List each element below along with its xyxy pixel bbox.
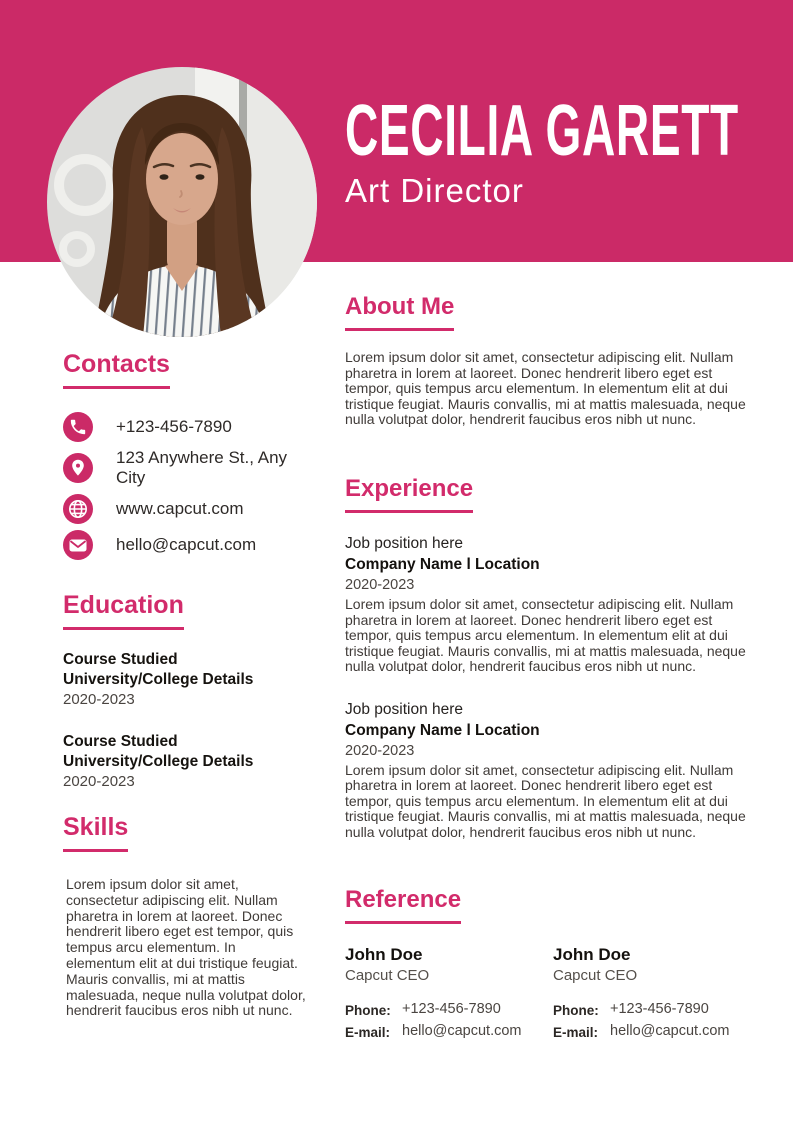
contact-row-address: [63, 448, 323, 488]
reference-section: [345, 886, 775, 1043]
about-section: [345, 293, 757, 428]
reference-heading: Reference: [345, 886, 461, 924]
contact-row-email: [63, 530, 323, 560]
reference-email-row: [345, 1021, 553, 1043]
education-entry: [63, 732, 323, 792]
experience-description: Lorem ipsum dolor sit amet, consectetur adipiscing elit. Nullam pharetra in lorem at laoreet. Donec hendrerit libero eget est tempor, quis tempus arcu elementum. In elementum elit at dui tristique feugiat. Mauris convallis, mi at mattis malesuada, neque nulla volutpat dolor, hendrerit faucibus eros nibh ut nunc.: [345, 596, 746, 674]
reference-entry: [345, 944, 553, 1043]
experience-company: Company Name l Location: [345, 556, 540, 573]
contacts-heading: Contacts: [63, 350, 170, 389]
reference-name: John Doe: [345, 945, 423, 964]
email-label: E-mail:: [345, 1025, 391, 1040]
experience-years: 2020-2023: [345, 742, 415, 759]
about-heading: About Me: [345, 293, 454, 331]
skills-text: Lorem ipsum dolor sit amet, consectetur adipiscing elit. Nullam pharetra in lorem at laoreet. Donec hendrerit libero eget est tempor, quis tempus arcu elementum. In elementum elit at dui tristique feugiat. Mauris convallis, mi at mattis malesuada, neque nulla volutpat dolor, hendrerit faucibus eros nibh ut nunc.: [66, 876, 306, 1019]
person-name: CECILIA GARETT: [345, 91, 739, 171]
reference-phone-row: [345, 999, 553, 1021]
email-value: hello@capcut.com: [402, 1023, 522, 1039]
phone-icon: [63, 412, 93, 442]
experience-position: Job position here: [345, 700, 464, 718]
location-icon: [63, 453, 93, 483]
reference-title: Capcut CEO: [553, 967, 638, 984]
education-course: Course Studied: [63, 733, 178, 750]
phone-value: +123-456-7890: [402, 1001, 501, 1017]
reference-phone-row: [553, 999, 761, 1021]
skills-heading: Skills: [63, 813, 128, 852]
contact-email: hello@capcut.com: [116, 535, 257, 554]
experience-section: [345, 475, 759, 864]
experience-company: Company Name l Location: [345, 721, 540, 739]
education-years: 2020-2023: [63, 691, 135, 708]
contact-row-phone: [63, 412, 323, 442]
reference-title: Capcut CEO: [345, 967, 430, 984]
mail-icon: [63, 530, 93, 560]
email-value: hello@capcut.com: [610, 1023, 730, 1039]
education-list: [63, 650, 323, 792]
experience-years: 2020-2023: [345, 577, 415, 593]
reference-name: John Doe: [553, 945, 631, 964]
contact-address: 123 Anywhere St., Any City: [116, 448, 288, 487]
experience-list: [345, 533, 759, 840]
skills-section: [63, 813, 311, 1019]
about-text: Lorem ipsum dolor sit amet, consectetur adipiscing elit. Nullam pharetra in lorem at laoreet. Donec hendrerit libero eget est tempor, quis tempus arcu elementum. In elementum elit at dui tristique feugiat. Mauris convallis, mi at mattis malesuada, neque nulla volutpat dolor, hendrerit faucibus eros nibh ut nunc.: [345, 349, 746, 427]
education-school: University/College Details: [63, 671, 254, 688]
education-entry: [63, 650, 323, 710]
education-heading: Education: [63, 591, 184, 630]
experience-entry: [345, 533, 759, 675]
education-section: [63, 591, 323, 814]
phone-value: +123-456-7890: [610, 1001, 709, 1017]
reference-email-row: [553, 1021, 761, 1043]
contacts-section: [63, 350, 323, 566]
reference-columns: [345, 944, 775, 1043]
contact-website: www.capcut.com: [116, 499, 244, 518]
experience-heading: Experience: [345, 475, 473, 513]
person-job-title: Art Director: [345, 172, 524, 209]
experience-entry: [345, 699, 759, 841]
education-school: University/College Details: [63, 753, 254, 770]
globe-icon: [63, 494, 93, 524]
header-name-block: [345, 91, 793, 210]
portrait-illustration: [47, 67, 317, 337]
reference-entry: [553, 944, 761, 1043]
contact-list: [63, 412, 323, 560]
education-course: Course Studied: [63, 651, 178, 668]
profile-photo: [47, 67, 317, 337]
phone-label: Phone:: [553, 1003, 599, 1018]
experience-position: Job position here: [345, 535, 464, 552]
contact-phone: +123-456-7890: [116, 417, 232, 436]
phone-label: Phone:: [345, 1003, 391, 1018]
education-years: 2020-2023: [63, 773, 135, 790]
email-label: E-mail:: [553, 1025, 599, 1040]
contact-row-website: [63, 494, 323, 524]
experience-description: Lorem ipsum dolor sit amet, consectetur adipiscing elit. Nullam pharetra in lorem at laoreet. Donec hendrerit libero eget est tempor, quis tempus arcu elementum. In elementum elit at dui tristique feugiat. Mauris convallis, mi at mattis malesuada, neque nulla volutpat dolor, hendrerit faucibus eros nibh ut nunc.: [345, 761, 746, 840]
